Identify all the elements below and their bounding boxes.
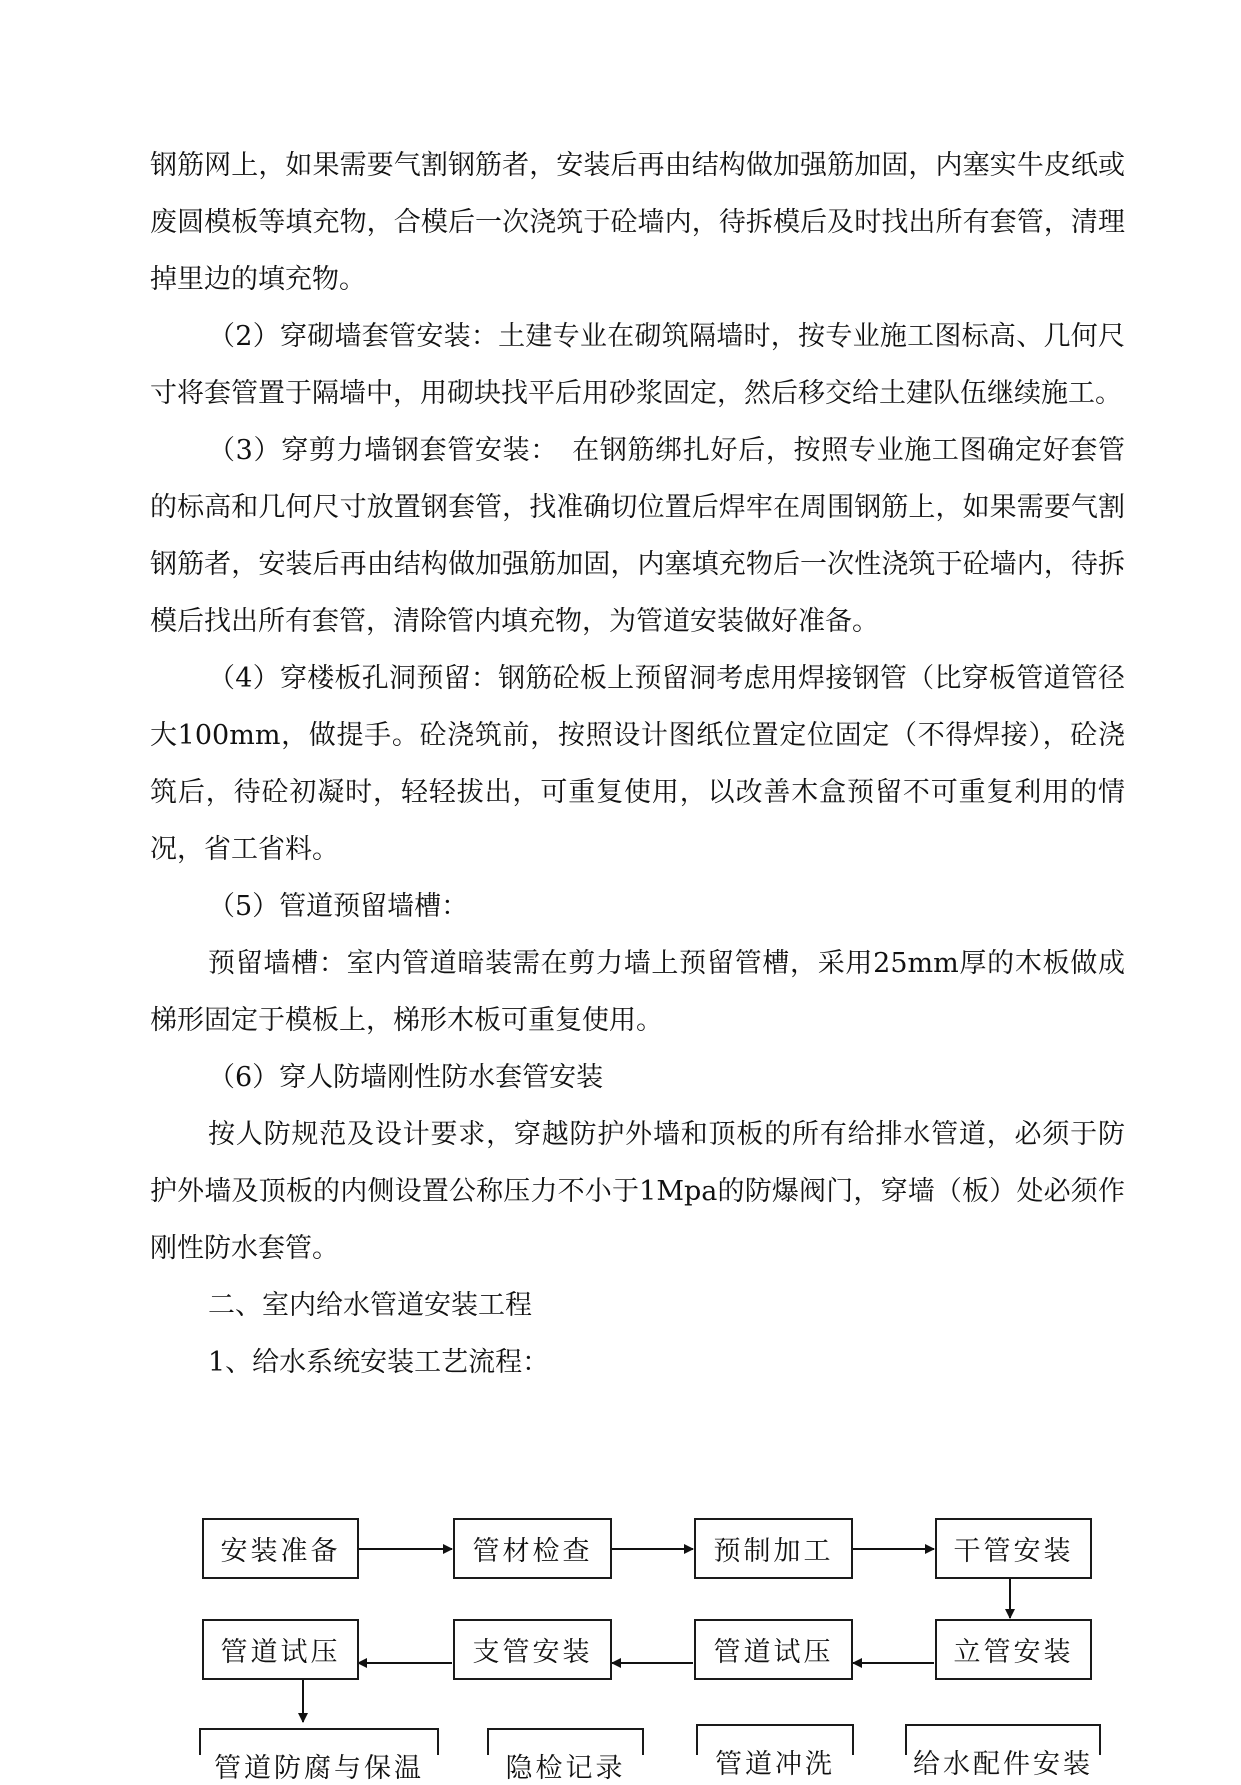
paragraph-masonry-wall-sleeve: （2）穿砌墙套管安装：土建专业在砌筑隔墙时，按专业施工图标高、几何尺寸将套管置于隔墙中，用砌块找平后用砂浆固定，然后移交给土建队伍继续施工。 <box>150 321 1125 409</box>
paragraph-wall-groove: 预留墙槽：室内管道暗装需在剪力墙上预留管槽，采用25mm厚的木板做成梯形固定于模板上，梯形木板可重复使用。 <box>150 948 1125 1036</box>
flow-step-fitting-install: 给水配件安装 <box>905 1724 1101 1755</box>
flow-step-pressure-test-final: 管道试压 <box>202 1619 359 1680</box>
paragraph-sleeve-continued: 钢筋网上，如果需要气割钢筋者，安装后再由结构做加强筋加固，内塞实牛皮纸或废圆模板等填充物，合模后一次浇筑于砼墙内，待拆模后及时找出所有套管，清理掉里边的填充物。 <box>150 150 1125 295</box>
paragraph-shear-wall-sleeve: （3）穿剪力墙钢套管安装： 在钢筋绑扎好后，按照专业施工图确定好套管的标高和几何尺寸放置钢套管，找准确切位置后焊牢在周围钢筋上，如果需要气割钢筋者，安装后再由结构做加强筋加固，内塞填充物后一次性浇筑于砼墙内，待拆模后找出所有套管，清除管内填充物，为管道安装做好准备。 <box>150 435 1125 637</box>
flow-step-main-pipe-install: 干管安装 <box>935 1518 1092 1579</box>
flow-step-pressure-test: 管道试压 <box>694 1619 853 1680</box>
paragraph-civil-defense-heading: （6）穿人防墙刚性防水套管安装 <box>208 1062 604 1093</box>
flow-step-riser-install: 立管安装 <box>935 1619 1092 1680</box>
subsection-heading-process-flow: 1、给水系统安装工艺流程： <box>208 1347 550 1378</box>
paragraph-wall-groove-heading: （5）管道预留墙槽： <box>208 891 469 922</box>
paragraph-civil-defense: 按人防规范及设计要求，穿越防护外墙和顶板的所有给排水管道，必须于防护外墙及顶板的内侧设置公称压力不小于1Mpa的防爆阀门，穿墙（板）处必须作刚性防水套管。 <box>150 1119 1125 1264</box>
flow-step-pipe-flushing: 管道冲洗 <box>696 1724 854 1755</box>
flow-step-install-prep: 安装准备 <box>202 1518 359 1579</box>
section-heading-indoor-water: 二、室内给水管道安装工程 <box>208 1290 532 1321</box>
flow-step-prefabrication: 预制加工 <box>694 1518 853 1579</box>
flow-step-anticorrosion-insulation: 管道防腐与保温 <box>199 1728 439 1755</box>
flow-step-concealed-inspection-record: 隐检记录 <box>487 1728 644 1755</box>
flow-step-pipe-inspection: 管材检查 <box>453 1518 612 1579</box>
flow-step-branch-pipe-install: 支管安装 <box>453 1619 612 1680</box>
paragraph-floor-slab-opening: （4）穿楼板孔洞预留：钢筋砼板上预留洞考虑用焊接钢管（比穿板管道管径大100mm，做提手。砼浇筑前，按照设计图纸位置定位固定（不得焊接），砼浇筑后，待砼初凝时，轻轻拔出，可重复使用，以改善木盒预留不可重复利用的情况，省工省料。 <box>150 663 1125 865</box>
